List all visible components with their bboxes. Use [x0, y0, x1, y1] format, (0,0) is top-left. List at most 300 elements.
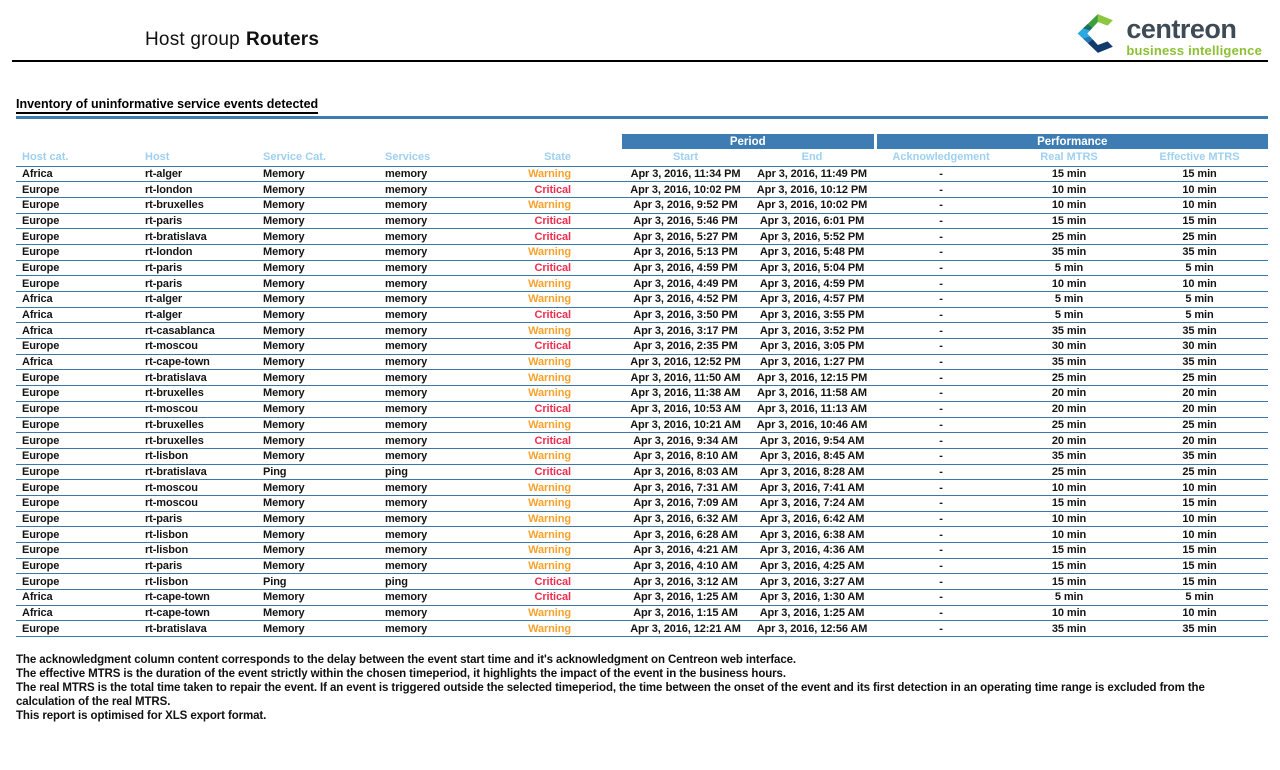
cell-host-cat: Africa	[16, 292, 139, 308]
centreon-logo	[1075, 13, 1262, 59]
cell-host: rt-paris	[139, 276, 257, 292]
cell-start: Apr 3, 2016, 4:52 PM	[622, 292, 749, 308]
note-line: This report is optimised for XLS export format.	[16, 710, 267, 723]
cell-host-cat: Europe	[16, 511, 139, 527]
table-row	[16, 605, 1268, 621]
cell-host: rt-bruxelles	[139, 197, 257, 213]
cell-state: Warning	[497, 527, 577, 543]
cell-real: 10 min	[1007, 527, 1131, 543]
table-row	[16, 370, 1268, 386]
cell-effective: 15 min	[1131, 166, 1268, 182]
column-header-host-cat: Host cat.	[16, 149, 139, 166]
cell-effective: 20 min	[1131, 433, 1268, 449]
column-header-row	[16, 149, 1268, 166]
cell-start: Apr 3, 2016, 4:59 PM	[622, 260, 749, 276]
cell-real: 25 min	[1007, 370, 1131, 386]
column-header-spacer	[577, 149, 622, 166]
cell-start: Apr 3, 2016, 1:25 AM	[622, 590, 749, 606]
cell-real: 25 min	[1007, 229, 1131, 245]
cell-start: Apr 3, 2016, 9:34 AM	[622, 433, 749, 449]
cell-host: rt-moscou	[139, 401, 257, 417]
cell-host: rt-london	[139, 244, 257, 260]
cell-ack: -	[875, 276, 1007, 292]
cell-state: Warning	[497, 480, 577, 496]
cell-start: Apr 3, 2016, 5:13 PM	[622, 244, 749, 260]
cell-real: 20 min	[1007, 433, 1131, 449]
cell-effective: 35 min	[1131, 244, 1268, 260]
cell-spacer	[577, 401, 622, 417]
cell-service: memory	[379, 166, 497, 182]
cell-service: memory	[379, 417, 497, 433]
cell-ack: -	[875, 495, 1007, 511]
cell-service-cat: Memory	[257, 558, 379, 574]
cell-spacer	[577, 495, 622, 511]
cell-service-cat: Ping	[257, 464, 379, 480]
cell-spacer	[577, 448, 622, 464]
table-row	[16, 621, 1268, 637]
cell-service: memory	[379, 401, 497, 417]
cell-service-cat: Memory	[257, 386, 379, 402]
group-header-row	[16, 134, 1268, 149]
cell-effective: 25 min	[1131, 417, 1268, 433]
cell-real: 30 min	[1007, 339, 1131, 355]
group-header-empty	[16, 134, 622, 149]
cell-spacer	[577, 323, 622, 339]
column-header-services: Services	[379, 149, 497, 166]
cell-host-cat: Europe	[16, 386, 139, 402]
cell-ack: -	[875, 590, 1007, 606]
cell-host: rt-alger	[139, 307, 257, 323]
cell-host-cat: Europe	[16, 417, 139, 433]
cell-start: Apr 3, 2016, 10:02 PM	[622, 182, 749, 198]
cell-service-cat: Memory	[257, 495, 379, 511]
cell-ack: -	[875, 166, 1007, 182]
table-row	[16, 495, 1268, 511]
events-table	[16, 134, 1268, 637]
cell-effective: 35 min	[1131, 354, 1268, 370]
cell-service-cat: Memory	[257, 354, 379, 370]
cell-state: Critical	[497, 229, 577, 245]
table-row	[16, 480, 1268, 496]
cell-effective: 10 min	[1131, 182, 1268, 198]
column-header-start: Start	[622, 149, 749, 166]
note-line: The effective MTRS is the duration of the event strictly within the chosen timeperiod, it highlights the impact of the event in the business hours.	[16, 668, 786, 681]
cell-effective: 10 min	[1131, 480, 1268, 496]
cell-real: 15 min	[1007, 166, 1131, 182]
cell-real: 15 min	[1007, 558, 1131, 574]
cell-host: rt-bratislava	[139, 621, 257, 637]
cell-state: Warning	[497, 197, 577, 213]
cell-start: Apr 3, 2016, 3:50 PM	[622, 307, 749, 323]
cell-ack: -	[875, 260, 1007, 276]
table-row	[16, 339, 1268, 355]
cell-host: rt-alger	[139, 166, 257, 182]
cell-service: memory	[379, 370, 497, 386]
cell-ack: -	[875, 386, 1007, 402]
cell-service: memory	[379, 244, 497, 260]
cell-spacer	[577, 166, 622, 182]
cell-host: rt-paris	[139, 511, 257, 527]
cell-service: memory	[379, 511, 497, 527]
cell-state: Warning	[497, 495, 577, 511]
cell-state: Warning	[497, 370, 577, 386]
table-row	[16, 182, 1268, 198]
cell-ack: -	[875, 527, 1007, 543]
report-notes	[16, 653, 1268, 723]
cell-ack: -	[875, 197, 1007, 213]
cell-host: rt-moscou	[139, 480, 257, 496]
cell-real: 10 min	[1007, 605, 1131, 621]
cell-effective: 25 min	[1131, 370, 1268, 386]
table-row	[16, 574, 1268, 590]
cell-effective: 20 min	[1131, 386, 1268, 402]
cell-end: Apr 3, 2016, 3:05 PM	[749, 339, 875, 355]
cell-service: memory	[379, 213, 497, 229]
cell-spacer	[577, 605, 622, 621]
cell-effective: 10 min	[1131, 527, 1268, 543]
cell-start: Apr 3, 2016, 4:21 AM	[622, 543, 749, 559]
cell-service-cat: Memory	[257, 590, 379, 606]
cell-service-cat: Memory	[257, 605, 379, 621]
cell-start: Apr 3, 2016, 3:17 PM	[622, 323, 749, 339]
cell-end: Apr 3, 2016, 6:38 AM	[749, 527, 875, 543]
cell-host: rt-bratislava	[139, 464, 257, 480]
cell-service-cat: Memory	[257, 260, 379, 276]
cell-host-cat: Europe	[16, 448, 139, 464]
cell-real: 15 min	[1007, 543, 1131, 559]
cell-end: Apr 3, 2016, 5:52 PM	[749, 229, 875, 245]
cell-service: memory	[379, 307, 497, 323]
cell-host-cat: Europe	[16, 197, 139, 213]
cell-end: Apr 3, 2016, 3:52 PM	[749, 323, 875, 339]
cell-service: memory	[379, 292, 497, 308]
cell-end: Apr 3, 2016, 1:27 PM	[749, 354, 875, 370]
cell-real: 10 min	[1007, 276, 1131, 292]
cell-ack: -	[875, 229, 1007, 245]
cell-host-cat: Africa	[16, 307, 139, 323]
cell-ack: -	[875, 213, 1007, 229]
cell-real: 25 min	[1007, 417, 1131, 433]
column-header-effective-mtrs: Effective MTRS	[1131, 149, 1268, 166]
cell-state: Critical	[497, 182, 577, 198]
cell-end: Apr 3, 2016, 8:45 AM	[749, 448, 875, 464]
cell-state: Warning	[497, 605, 577, 621]
cell-end: Apr 3, 2016, 1:30 AM	[749, 590, 875, 606]
cell-ack: -	[875, 307, 1007, 323]
cell-host: rt-lisbon	[139, 574, 257, 590]
cell-host-cat: Africa	[16, 323, 139, 339]
cell-effective: 5 min	[1131, 292, 1268, 308]
cell-end: Apr 3, 2016, 5:04 PM	[749, 260, 875, 276]
column-header-host: Host	[139, 149, 257, 166]
cell-service: ping	[379, 574, 497, 590]
centreon-logo-icon	[1075, 13, 1119, 59]
cell-host-cat: Europe	[16, 213, 139, 229]
table-row	[16, 433, 1268, 449]
cell-host: rt-alger	[139, 292, 257, 308]
cell-service: memory	[379, 621, 497, 637]
cell-ack: -	[875, 605, 1007, 621]
cell-service: memory	[379, 182, 497, 198]
cell-end: Apr 3, 2016, 10:02 PM	[749, 197, 875, 213]
cell-host-cat: Europe	[16, 244, 139, 260]
cell-start: Apr 3, 2016, 10:53 AM	[622, 401, 749, 417]
cell-state: Warning	[497, 543, 577, 559]
cell-ack: -	[875, 543, 1007, 559]
cell-spacer	[577, 370, 622, 386]
brand-tagline: business intelligence	[1126, 42, 1262, 58]
cell-host-cat: Africa	[16, 605, 139, 621]
cell-state: Critical	[497, 260, 577, 276]
cell-ack: -	[875, 511, 1007, 527]
cell-effective: 15 min	[1131, 213, 1268, 229]
cell-end: Apr 3, 2016, 5:48 PM	[749, 244, 875, 260]
cell-host: rt-cape-town	[139, 590, 257, 606]
group-header-performance: Performance	[875, 134, 1268, 149]
cell-end: Apr 3, 2016, 6:42 AM	[749, 511, 875, 527]
cell-effective: 25 min	[1131, 229, 1268, 245]
cell-state: Critical	[497, 213, 577, 229]
cell-start: Apr 3, 2016, 4:49 PM	[622, 276, 749, 292]
note-line: calculation of the real MTRS.	[16, 696, 171, 709]
cell-service-cat: Memory	[257, 276, 379, 292]
cell-service-cat: Memory	[257, 511, 379, 527]
cell-state: Warning	[497, 354, 577, 370]
cell-ack: -	[875, 354, 1007, 370]
cell-end: Apr 3, 2016, 12:56 AM	[749, 621, 875, 637]
cell-end: Apr 3, 2016, 11:58 AM	[749, 386, 875, 402]
cell-end: Apr 3, 2016, 6:01 PM	[749, 213, 875, 229]
cell-service-cat: Memory	[257, 182, 379, 198]
cell-start: Apr 3, 2016, 6:32 AM	[622, 511, 749, 527]
cell-end: Apr 3, 2016, 10:46 AM	[749, 417, 875, 433]
cell-service-cat: Memory	[257, 527, 379, 543]
cell-spacer	[577, 527, 622, 543]
cell-spacer	[577, 260, 622, 276]
cell-service-cat: Memory	[257, 229, 379, 245]
cell-state: Warning	[497, 511, 577, 527]
cell-real: 20 min	[1007, 401, 1131, 417]
cell-host: rt-lisbon	[139, 543, 257, 559]
cell-ack: -	[875, 339, 1007, 355]
cell-host-cat: Europe	[16, 370, 139, 386]
cell-state: Warning	[497, 292, 577, 308]
cell-host: rt-moscou	[139, 339, 257, 355]
cell-host-cat: Europe	[16, 527, 139, 543]
brand-name: centreon	[1126, 13, 1237, 44]
cell-ack: -	[875, 370, 1007, 386]
cell-real: 35 min	[1007, 323, 1131, 339]
cell-effective: 15 min	[1131, 495, 1268, 511]
cell-real: 10 min	[1007, 182, 1131, 198]
cell-ack: -	[875, 417, 1007, 433]
cell-service: memory	[379, 260, 497, 276]
cell-service-cat: Memory	[257, 323, 379, 339]
cell-state: Warning	[497, 276, 577, 292]
cell-effective: 5 min	[1131, 307, 1268, 323]
cell-start: Apr 3, 2016, 11:38 AM	[622, 386, 749, 402]
cell-host: rt-london	[139, 182, 257, 198]
cell-service-cat: Memory	[257, 433, 379, 449]
cell-spacer	[577, 511, 622, 527]
cell-real: 35 min	[1007, 448, 1131, 464]
cell-host: rt-bratislava	[139, 229, 257, 245]
cell-state: Critical	[497, 433, 577, 449]
cell-host: rt-paris	[139, 213, 257, 229]
table-row	[16, 323, 1268, 339]
cell-ack: -	[875, 182, 1007, 198]
cell-service-cat: Memory	[257, 417, 379, 433]
cell-end: Apr 3, 2016, 7:24 AM	[749, 495, 875, 511]
cell-effective: 35 min	[1131, 448, 1268, 464]
cell-start: Apr 3, 2016, 12:52 PM	[622, 354, 749, 370]
cell-spacer	[577, 229, 622, 245]
table-row	[16, 229, 1268, 245]
cell-host-cat: Europe	[16, 574, 139, 590]
table-row	[16, 354, 1268, 370]
cell-state: Warning	[497, 323, 577, 339]
cell-start: Apr 3, 2016, 5:46 PM	[622, 213, 749, 229]
cell-host-cat: Europe	[16, 229, 139, 245]
cell-end: Apr 3, 2016, 9:54 AM	[749, 433, 875, 449]
cell-spacer	[577, 480, 622, 496]
cell-effective: 10 min	[1131, 511, 1268, 527]
cell-effective: 5 min	[1131, 590, 1268, 606]
cell-effective: 25 min	[1131, 464, 1268, 480]
cell-state: Critical	[497, 464, 577, 480]
cell-host-cat: Europe	[16, 480, 139, 496]
table-row	[16, 464, 1268, 480]
table-row	[16, 448, 1268, 464]
cell-spacer	[577, 182, 622, 198]
cell-start: Apr 3, 2016, 4:10 AM	[622, 558, 749, 574]
table-row	[16, 307, 1268, 323]
cell-host-cat: Europe	[16, 558, 139, 574]
cell-service-cat: Memory	[257, 621, 379, 637]
cell-spacer	[577, 558, 622, 574]
cell-service-cat: Memory	[257, 197, 379, 213]
cell-service: memory	[379, 323, 497, 339]
cell-service: memory	[379, 527, 497, 543]
cell-ack: -	[875, 244, 1007, 260]
cell-effective: 5 min	[1131, 260, 1268, 276]
cell-host: rt-bruxelles	[139, 433, 257, 449]
cell-real: 5 min	[1007, 292, 1131, 308]
cell-end: Apr 3, 2016, 10:12 PM	[749, 182, 875, 198]
cell-effective: 35 min	[1131, 621, 1268, 637]
cell-host-cat: Europe	[16, 621, 139, 637]
table-row	[16, 511, 1268, 527]
cell-host: rt-paris	[139, 260, 257, 276]
cell-spacer	[577, 417, 622, 433]
cell-service-cat: Memory	[257, 213, 379, 229]
table-row	[16, 276, 1268, 292]
cell-service: memory	[379, 448, 497, 464]
cell-start: Apr 3, 2016, 6:28 AM	[622, 527, 749, 543]
cell-real: 10 min	[1007, 480, 1131, 496]
cell-ack: -	[875, 574, 1007, 590]
cell-host-cat: Europe	[16, 543, 139, 559]
cell-service: memory	[379, 605, 497, 621]
cell-spacer	[577, 213, 622, 229]
cell-start: Apr 3, 2016, 1:15 AM	[622, 605, 749, 621]
cell-end: Apr 3, 2016, 3:55 PM	[749, 307, 875, 323]
cell-host-cat: Europe	[16, 495, 139, 511]
cell-effective: 20 min	[1131, 401, 1268, 417]
cell-service: memory	[379, 543, 497, 559]
cell-effective: 30 min	[1131, 339, 1268, 355]
column-header-service-cat: Service Cat.	[257, 149, 379, 166]
cell-host: rt-bratislava	[139, 370, 257, 386]
page-title-name: Routers	[245, 29, 320, 50]
cell-start: Apr 3, 2016, 9:52 PM	[622, 197, 749, 213]
cell-end: Apr 3, 2016, 7:41 AM	[749, 480, 875, 496]
cell-service-cat: Memory	[257, 166, 379, 182]
cell-start: Apr 3, 2016, 11:50 AM	[622, 370, 749, 386]
cell-service-cat: Memory	[257, 401, 379, 417]
table-row	[16, 527, 1268, 543]
cell-state: Warning	[497, 417, 577, 433]
cell-spacer	[577, 433, 622, 449]
cell-real: 5 min	[1007, 590, 1131, 606]
cell-start: Apr 3, 2016, 7:09 AM	[622, 495, 749, 511]
cell-host-cat: Europe	[16, 182, 139, 198]
cell-service-cat: Memory	[257, 292, 379, 308]
cell-start: Apr 3, 2016, 2:35 PM	[622, 339, 749, 355]
cell-ack: -	[875, 323, 1007, 339]
events-table-body	[16, 166, 1268, 637]
cell-real: 15 min	[1007, 495, 1131, 511]
cell-ack: -	[875, 480, 1007, 496]
cell-end: Apr 3, 2016, 4:25 AM	[749, 558, 875, 574]
note-line: The acknowledgment column content corresponds to the delay between the event start time and it's acknowledgment on Centreon web interface.	[16, 654, 797, 667]
table-row	[16, 166, 1268, 182]
cell-spacer	[577, 574, 622, 590]
page-title-prefix: Host group	[145, 29, 240, 50]
cell-host: rt-lisbon	[139, 448, 257, 464]
cell-effective: 15 min	[1131, 558, 1268, 574]
cell-state: Warning	[497, 448, 577, 464]
cell-service: memory	[379, 386, 497, 402]
table-row	[16, 213, 1268, 229]
cell-service: memory	[379, 433, 497, 449]
cell-state: Warning	[497, 621, 577, 637]
cell-start: Apr 3, 2016, 12:21 AM	[622, 621, 749, 637]
cell-host-cat: Europe	[16, 276, 139, 292]
cell-spacer	[577, 590, 622, 606]
cell-spacer	[577, 339, 622, 355]
cell-service: memory	[379, 480, 497, 496]
section-header	[16, 95, 1268, 119]
cell-real: 15 min	[1007, 574, 1131, 590]
column-header-real-mtrs: Real MTRS	[1007, 149, 1131, 166]
cell-state: Critical	[497, 307, 577, 323]
cell-effective: 15 min	[1131, 574, 1268, 590]
cell-host-cat: Europe	[16, 339, 139, 355]
cell-state: Critical	[497, 590, 577, 606]
cell-real: 35 min	[1007, 621, 1131, 637]
section-title: Inventory of uninformative service events detected	[16, 97, 318, 114]
cell-real: 10 min	[1007, 511, 1131, 527]
cell-spacer	[577, 244, 622, 260]
cell-spacer	[577, 543, 622, 559]
page-title	[145, 29, 319, 51]
cell-real: 5 min	[1007, 307, 1131, 323]
cell-ack: -	[875, 558, 1007, 574]
cell-service-cat: Ping	[257, 574, 379, 590]
column-header-state: State	[497, 149, 577, 166]
table-row	[16, 244, 1268, 260]
